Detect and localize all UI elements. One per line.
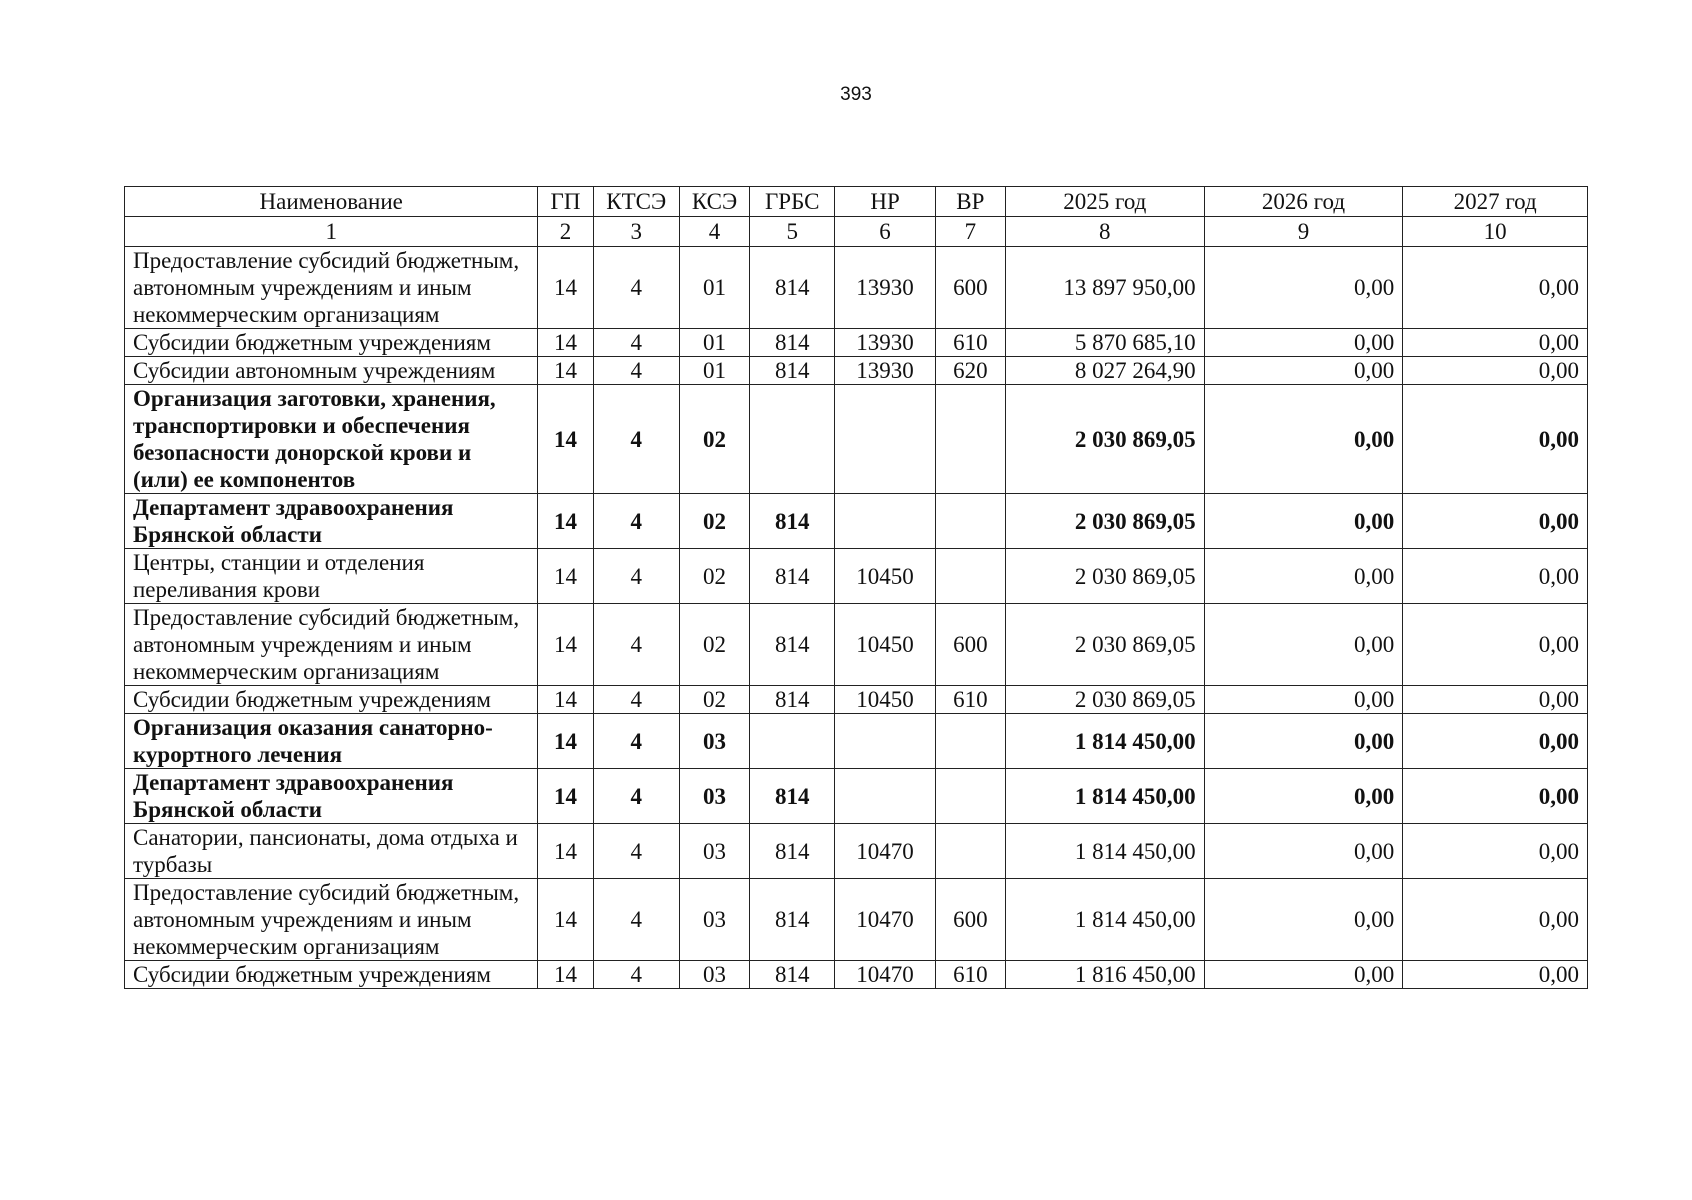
cell-grbs: 814 <box>750 357 835 385</box>
table-row <box>125 824 1588 879</box>
table-row <box>125 769 1588 824</box>
cell-grbs: 814 <box>750 879 835 961</box>
cell-grbs: 814 <box>750 494 835 549</box>
cell-year-2025: 8 027 264,90 <box>1005 357 1204 385</box>
cell-ktse: 4 <box>593 714 679 769</box>
cell-year-2026: 0,00 <box>1204 604 1403 686</box>
cell-name: Предоставление субсидий бюджетным, автономным учреждениям и иным некоммерческим организациям <box>125 247 538 329</box>
cell-year-2027: 0,00 <box>1403 329 1588 357</box>
column-number-row <box>125 217 1588 247</box>
cell-ktse: 4 <box>593 961 679 989</box>
cell-year-2027: 0,00 <box>1403 604 1588 686</box>
cell-name: Организация оказания санаторно-курортного лечения <box>125 714 538 769</box>
cell-vr: 610 <box>935 961 1005 989</box>
cell-year-2025: 1 814 450,00 <box>1005 769 1204 824</box>
cell-nr: 10470 <box>835 961 935 989</box>
cell-year-2025: 5 870 685,10 <box>1005 329 1204 357</box>
cell-gp: 14 <box>538 494 593 549</box>
cell-kse: 01 <box>679 247 749 329</box>
cell-year-2027: 0,00 <box>1403 247 1588 329</box>
cell-year-2025: 2 030 869,05 <box>1005 549 1204 604</box>
cell-nr: 10470 <box>835 879 935 961</box>
cell-year-2025: 1 814 450,00 <box>1005 824 1204 879</box>
cell-year-2025: 1 816 450,00 <box>1005 961 1204 989</box>
cell-grbs <box>750 714 835 769</box>
cell-name: Департамент здравоохранения Брянской области <box>125 769 538 824</box>
table-row <box>125 357 1588 385</box>
cell-grbs: 814 <box>750 769 835 824</box>
cell-nr: 10470 <box>835 824 935 879</box>
cell-vr: 620 <box>935 357 1005 385</box>
cell-year-2026: 0,00 <box>1204 714 1403 769</box>
header-kse: КСЭ <box>679 187 749 217</box>
cell-year-2026: 0,00 <box>1204 329 1403 357</box>
cell-grbs <box>750 385 835 494</box>
cell-gp: 14 <box>538 879 593 961</box>
cell-ktse: 4 <box>593 879 679 961</box>
cell-gp: 14 <box>538 385 593 494</box>
cell-kse: 02 <box>679 494 749 549</box>
cell-year-2025: 13 897 950,00 <box>1005 247 1204 329</box>
cell-nr: 10450 <box>835 686 935 714</box>
cell-year-2026: 0,00 <box>1204 686 1403 714</box>
cell-name: Субсидии бюджетным учреждениям <box>125 961 538 989</box>
cell-gp: 14 <box>538 247 593 329</box>
column-number: 2 <box>538 217 593 247</box>
header-2026: 2026 год <box>1204 187 1403 217</box>
cell-year-2027: 0,00 <box>1403 686 1588 714</box>
header-name: Наименование <box>125 187 538 217</box>
cell-kse: 03 <box>679 824 749 879</box>
cell-grbs: 814 <box>750 329 835 357</box>
cell-year-2027: 0,00 <box>1403 357 1588 385</box>
cell-year-2025: 1 814 450,00 <box>1005 879 1204 961</box>
cell-gp: 14 <box>538 686 593 714</box>
header-2027: 2027 год <box>1403 187 1588 217</box>
column-number: 7 <box>935 217 1005 247</box>
cell-year-2026: 0,00 <box>1204 357 1403 385</box>
table-row <box>125 494 1588 549</box>
table-body <box>125 247 1588 989</box>
cell-grbs: 814 <box>750 824 835 879</box>
cell-year-2027: 0,00 <box>1403 385 1588 494</box>
cell-name: Предоставление субсидий бюджетным, автономным учреждениям и иным некоммерческим организациям <box>125 879 538 961</box>
cell-grbs: 814 <box>750 961 835 989</box>
cell-kse: 02 <box>679 385 749 494</box>
cell-kse: 03 <box>679 769 749 824</box>
cell-gp: 14 <box>538 824 593 879</box>
table-row <box>125 549 1588 604</box>
cell-year-2027: 0,00 <box>1403 879 1588 961</box>
cell-gp: 14 <box>538 961 593 989</box>
cell-kse: 02 <box>679 686 749 714</box>
cell-year-2026: 0,00 <box>1204 385 1403 494</box>
column-number: 5 <box>750 217 835 247</box>
cell-ktse: 4 <box>593 385 679 494</box>
cell-vr: 600 <box>935 247 1005 329</box>
cell-ktse: 4 <box>593 494 679 549</box>
cell-ktse: 4 <box>593 686 679 714</box>
table-row <box>125 329 1588 357</box>
cell-year-2025: 2 030 869,05 <box>1005 686 1204 714</box>
cell-year-2027: 0,00 <box>1403 769 1588 824</box>
cell-gp: 14 <box>538 769 593 824</box>
cell-gp: 14 <box>538 604 593 686</box>
cell-year-2027: 0,00 <box>1403 549 1588 604</box>
cell-nr: 10450 <box>835 604 935 686</box>
cell-vr: 610 <box>935 686 1005 714</box>
header-nr: НР <box>835 187 935 217</box>
cell-nr: 10450 <box>835 549 935 604</box>
table-row <box>125 879 1588 961</box>
cell-ktse: 4 <box>593 247 679 329</box>
cell-year-2027: 0,00 <box>1403 824 1588 879</box>
column-number: 4 <box>679 217 749 247</box>
table-row <box>125 961 1588 989</box>
cell-ktse: 4 <box>593 329 679 357</box>
cell-grbs: 814 <box>750 549 835 604</box>
header-vr: ВР <box>935 187 1005 217</box>
cell-nr: 13930 <box>835 247 935 329</box>
cell-year-2026: 0,00 <box>1204 769 1403 824</box>
cell-year-2026: 0,00 <box>1204 549 1403 604</box>
column-number: 3 <box>593 217 679 247</box>
column-number: 1 <box>125 217 538 247</box>
cell-year-2026: 0,00 <box>1204 494 1403 549</box>
cell-year-2027: 0,00 <box>1403 714 1588 769</box>
table-row <box>125 714 1588 769</box>
cell-year-2026: 0,00 <box>1204 824 1403 879</box>
cell-name: Департамент здравоохранения Брянской области <box>125 494 538 549</box>
cell-vr <box>935 769 1005 824</box>
cell-ktse: 4 <box>593 824 679 879</box>
cell-name: Санатории, пансионаты, дома отдыха и турбазы <box>125 824 538 879</box>
cell-nr <box>835 385 935 494</box>
header-2025: 2025 год <box>1005 187 1204 217</box>
cell-ktse: 4 <box>593 357 679 385</box>
cell-kse: 03 <box>679 714 749 769</box>
cell-grbs: 814 <box>750 604 835 686</box>
cell-name: Субсидии автономным учреждениям <box>125 357 538 385</box>
cell-year-2026: 0,00 <box>1204 879 1403 961</box>
column-number: 6 <box>835 217 935 247</box>
cell-year-2025: 2 030 869,05 <box>1005 604 1204 686</box>
table-row <box>125 604 1588 686</box>
cell-nr <box>835 769 935 824</box>
header-row <box>125 187 1588 217</box>
cell-kse: 01 <box>679 329 749 357</box>
cell-year-2025: 1 814 450,00 <box>1005 714 1204 769</box>
cell-year-2027: 0,00 <box>1403 961 1588 989</box>
cell-kse: 02 <box>679 549 749 604</box>
table-row <box>125 385 1588 494</box>
cell-year-2026: 0,00 <box>1204 961 1403 989</box>
cell-kse: 03 <box>679 879 749 961</box>
cell-kse: 03 <box>679 961 749 989</box>
cell-ktse: 4 <box>593 604 679 686</box>
cell-name: Предоставление субсидий бюджетным, автономным учреждениям и иным некоммерческим организациям <box>125 604 538 686</box>
column-number: 10 <box>1403 217 1588 247</box>
column-number: 8 <box>1005 217 1204 247</box>
cell-gp: 14 <box>538 357 593 385</box>
cell-vr: 600 <box>935 604 1005 686</box>
cell-vr <box>935 385 1005 494</box>
cell-name: Субсидии бюджетным учреждениям <box>125 329 538 357</box>
cell-vr: 610 <box>935 329 1005 357</box>
cell-ktse: 4 <box>593 549 679 604</box>
cell-vr: 600 <box>935 879 1005 961</box>
page-number: 393 <box>840 84 872 105</box>
cell-name: Центры, станции и отделения переливания крови <box>125 549 538 604</box>
cell-vr <box>935 494 1005 549</box>
cell-name: Субсидии бюджетным учреждениям <box>125 686 538 714</box>
header-grbs: ГРБС <box>750 187 835 217</box>
cell-grbs: 814 <box>750 247 835 329</box>
header-gp: ГП <box>538 187 593 217</box>
budget-table <box>124 186 1588 989</box>
cell-vr <box>935 549 1005 604</box>
cell-grbs: 814 <box>750 686 835 714</box>
cell-name: Организация заготовки, хранения, транспортировки и обеспечения безопасности донорской крови и (или) ее компонентов <box>125 385 538 494</box>
header-ktse: КТСЭ <box>593 187 679 217</box>
cell-vr <box>935 824 1005 879</box>
cell-year-2027: 0,00 <box>1403 494 1588 549</box>
cell-vr <box>935 714 1005 769</box>
cell-gp: 14 <box>538 714 593 769</box>
cell-nr: 13930 <box>835 357 935 385</box>
cell-nr: 13930 <box>835 329 935 357</box>
cell-year-2025: 2 030 869,05 <box>1005 494 1204 549</box>
column-number: 9 <box>1204 217 1403 247</box>
table-row <box>125 247 1588 329</box>
cell-nr <box>835 714 935 769</box>
cell-nr <box>835 494 935 549</box>
cell-gp: 14 <box>538 329 593 357</box>
cell-kse: 02 <box>679 604 749 686</box>
cell-year-2026: 0,00 <box>1204 247 1403 329</box>
cell-kse: 01 <box>679 357 749 385</box>
table-row <box>125 686 1588 714</box>
cell-gp: 14 <box>538 549 593 604</box>
cell-ktse: 4 <box>593 769 679 824</box>
cell-year-2025: 2 030 869,05 <box>1005 385 1204 494</box>
